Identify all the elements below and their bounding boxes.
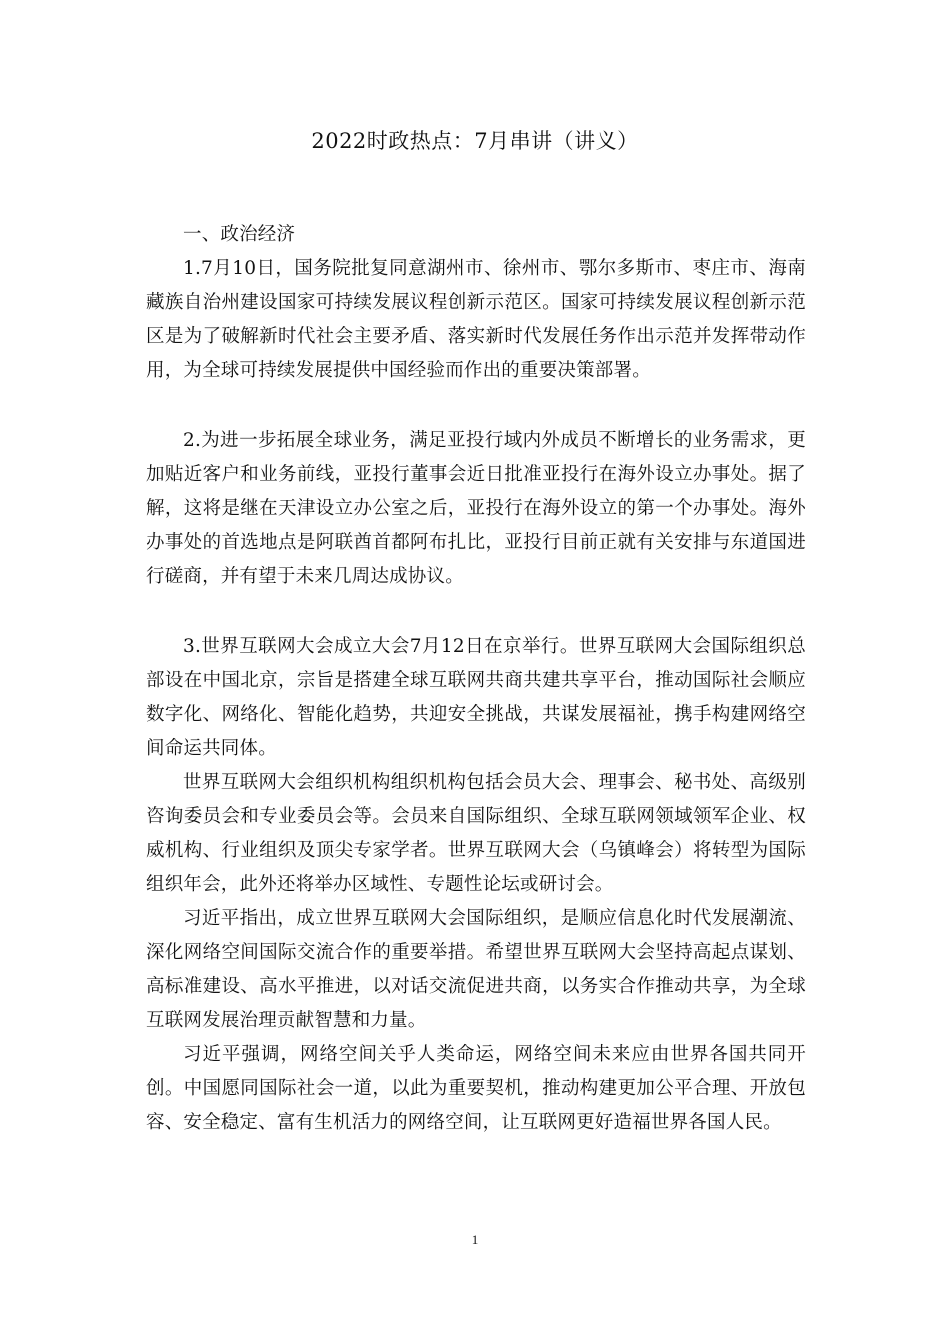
section-heading: 一、政治经济: [183, 224, 296, 245]
paragraph-6: 习近平强调，网络空间关乎人类命运，网络空间未来应由世界各国共同开创。中国愿同国际社会一道，以此为重要契机，推动构建更加公平合理、开放包容、安全稳定、富有生机活力的网络空间，让互联网更好造福世界各国人民。: [146, 1044, 806, 1133]
paragraph-4: 世界互联网大会组织机构组织机构包括会员大会、理事会、秘书处、高级别咨询委员会和专业委员会等。会员来自国际组织、全球互联网领域领军企业、权威机构、行业组织及顶尖专家学者。世界互联网大会（乌镇峰会）将转型为国际组织年会，此外还将举办区域性、专题性论坛或研讨会。: [146, 772, 806, 895]
paragraph-5: 习近平指出，成立世界互联网大会国际组织，是顺应信息化时代发展潮流、深化网络空间国际交流合作的重要举措。希望世界互联网大会坚持高起点谋划、高标准建设、高水平推进，以对话交流促进共商，以务实合作推动共享，为全球互联网发展治理贡献智慧和力量。: [146, 908, 806, 1031]
document-body: [146, 218, 806, 1140]
paragraph-gap: [146, 388, 806, 424]
page-number: 1: [471, 1232, 479, 1247]
paragraph-3: 3.世界互联网大会成立大会7月12日在京举行。世界互联网大会国际组织总部设在中国北京，宗旨是搭建全球互联网共商共建共享平台，推动国际社会顺应数字化、网络化、智能化趋势，共迎安全挑战，共谋发展福祉，携手构建网络空间命运共同体。: [146, 636, 806, 759]
document-title: 2022时政热点：7月串讲（讲义）: [311, 129, 639, 153]
paragraph-2: 2.为进一步拓展全球业务，满足亚投行域内外成员不断增长的业务需求，更加贴近客户和业务前线，亚投行董事会近日批准亚投行在海外设立办事处。据了解，这将是继在天津设立办公室之后，亚投行在海外设立的第一个办事处。海外办事处的首选地点是阿联酋首都阿布扎比，亚投行目前正就有关安排与东道国进行磋商，并有望于未来几周达成协议。: [146, 430, 806, 587]
paragraph-gap: [146, 594, 806, 630]
paragraph-1: 1.7月10日，国务院批复同意湖州市、徐州市、鄂尔多斯市、枣庄市、海南藏族自治州建设国家可持续发展议程创新示范区。国家可持续发展议程创新示范区是为了破解新时代社会主要矛盾、落实新时代发展任务作出示范并发挥带动作用，为全球可持续发展提供中国经验而作出的重要决策部署。: [146, 258, 806, 381]
